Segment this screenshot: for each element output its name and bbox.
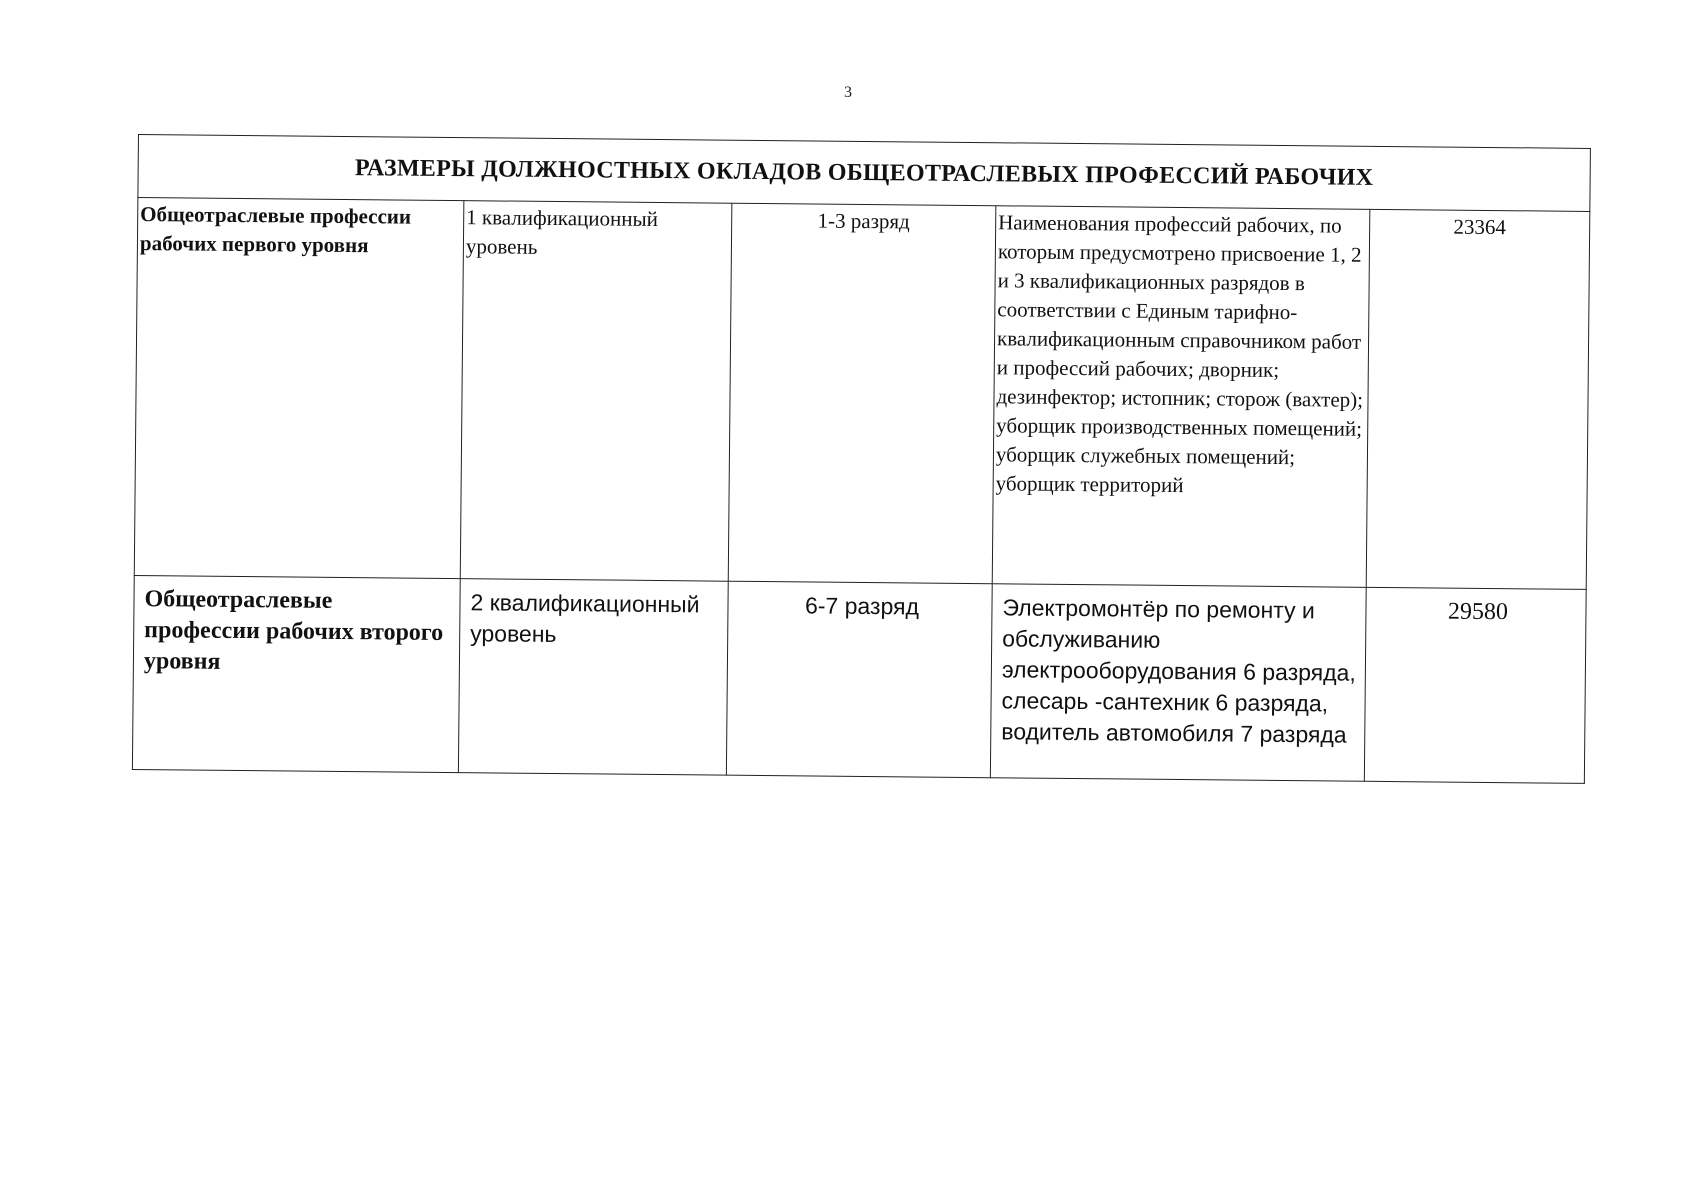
level-cell: 2 квалификационный уровень xyxy=(458,579,728,776)
professions-cell: Наименования профессий рабочих, по которым предусмотрено присвоение 1, 2 и 3 квалификационных разрядов в соответствии с Единым тарифно-квалификационным справочником работ и профессий рабочих; дворник; дезинфектор; истопник; сторож (вахтер); уборщик производственных помещений; уборщик служебных помещений; уборщик территорий xyxy=(992,206,1370,588)
page-number: 3 xyxy=(844,84,852,101)
group-cell: Общеотраслевые профессии рабочих первого уровня xyxy=(134,198,464,579)
salary-cell: 23364 xyxy=(1366,209,1590,589)
table-title: РАЗМЕРЫ ДОЛЖНОСТНЫХ ОКЛАДОВ ОБЩЕОТРАСЛЕВЫХ ПРОФЕССИЙ РАБОЧИХ xyxy=(138,135,1591,212)
grade-cell: 1-3 разряд xyxy=(728,203,996,584)
grade-cell: 6-7 разряд xyxy=(726,581,992,778)
salary-table xyxy=(132,134,1591,784)
professions-cell: Электромонтёр по ремонту и обслуживанию электрооборудования 6 разряда, слесарь -сантехник 6 разряда, водитель автомобиля 7 разряда xyxy=(990,584,1366,782)
salary-cell: 29580 xyxy=(1364,587,1586,783)
table-row xyxy=(132,575,1586,783)
group-cell: Общеотраслевые профессии рабочих второго уровня xyxy=(132,575,460,772)
level-cell: 1 квалификационный уровень xyxy=(460,201,732,582)
table-row xyxy=(134,198,1590,590)
